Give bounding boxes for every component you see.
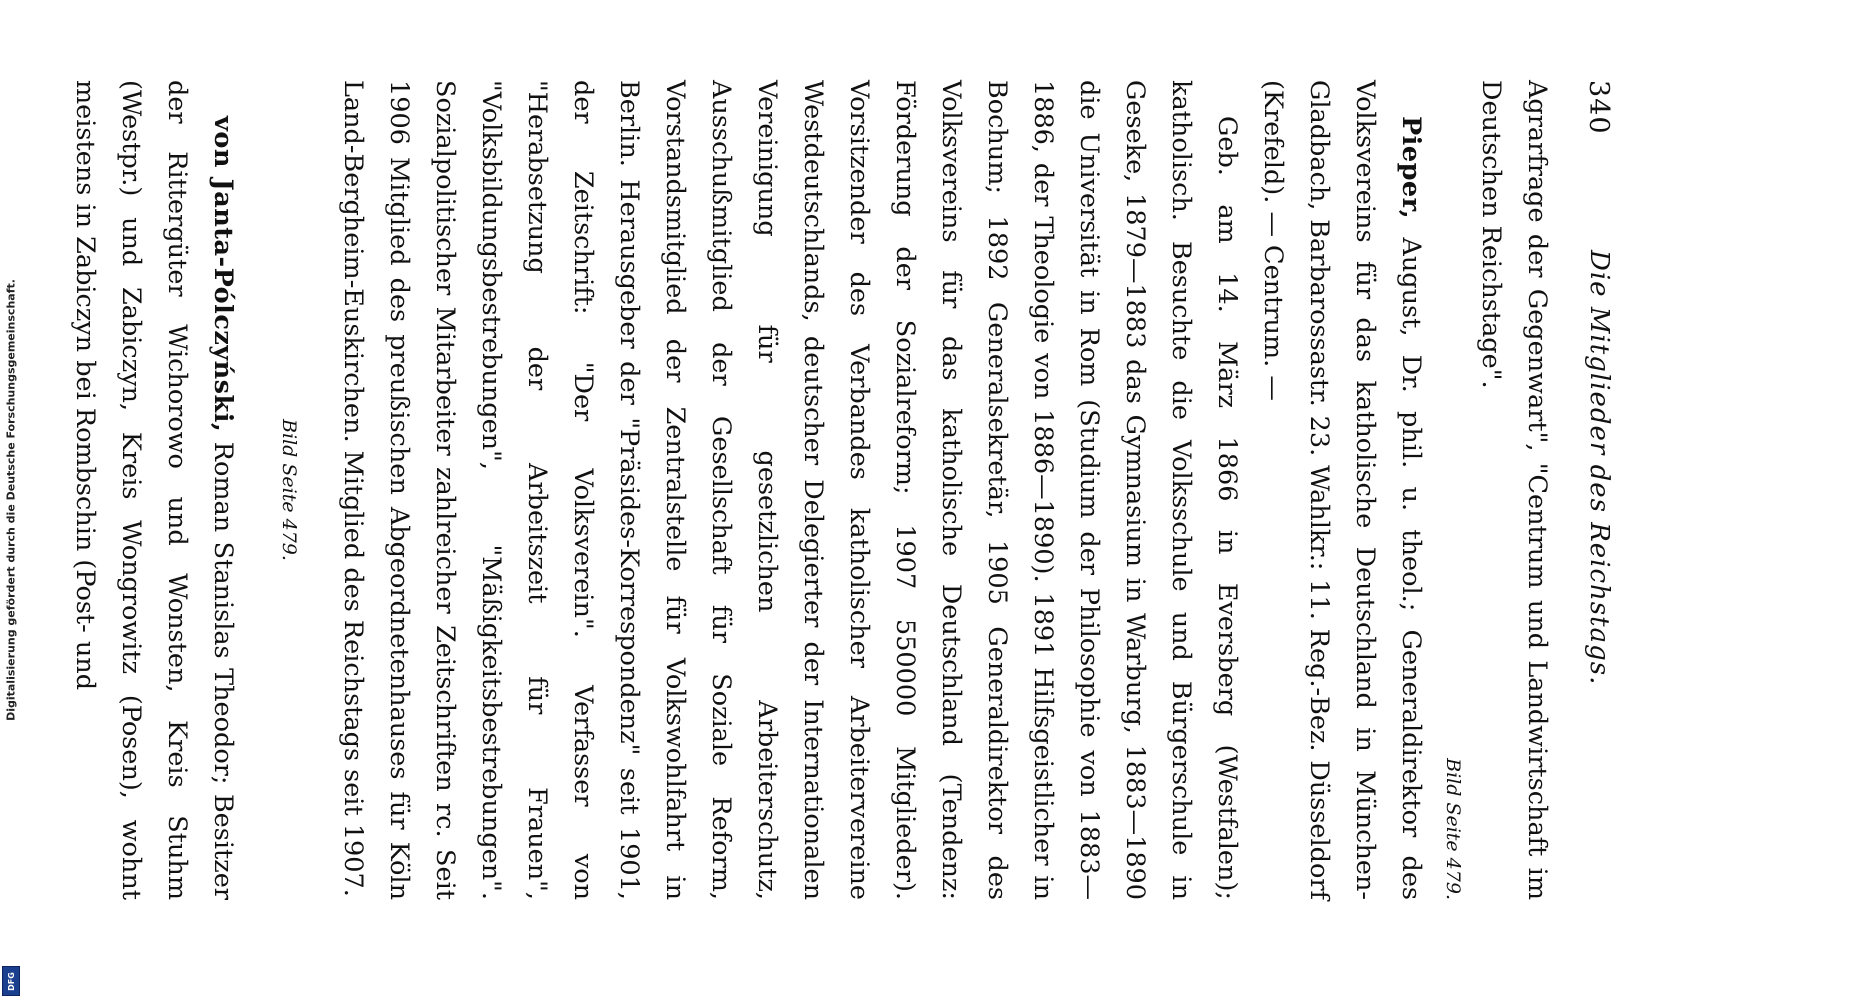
- page-number: 340: [1583, 80, 1614, 135]
- running-title: Die Mitglieder des Reichstags.: [1584, 250, 1614, 686]
- scanned-page: [70, 80, 1620, 920]
- biography-entry-heading: [1250, 80, 1434, 900]
- biography-entry-heading: [62, 80, 246, 900]
- dfg-logo-icon: [2, 966, 20, 996]
- continued-paragraph: Agrarfrage der Gegenwart", "Centrum und Landwirtschaft im Deutschen Reichstage".: [1476, 80, 1552, 900]
- running-head: [1576, 80, 1620, 920]
- member-details: August, Dr. phil. u. theol.; Generaldirektor des Volksvereins für das katholische Deutschland in München-Gladbach, Barbarossastr. 23. Wahlkr.: 11. Reg.-Bez. Düsseldorf (Krefeld). — Centrum. —: [1258, 80, 1426, 900]
- biography-paragraph: Geb. am 14. März 1866 in Eversberg (Westfalen); katholisch. Besuchte die Volksschule und Bürgerschule in Geseke, 1879—1883 das Gymnasium in Warburg, 1883—1890 die Universität in Rom (Studium der Philosophie von 1883—1886, der Theologie von 1886—1890). 1891 Hilfsgeistlicher in Bochum; 1892 Generalsekretär, 1905 Generaldirektor des Volksvereins für das katholische Deutschland (Tendenz: Förderung der Sozialreform; 1907 550000 Mitglieder). Vorsitzender des Verbandes katholischer Arbeitervereine Westdeutschlands, deutscher Delegierter der Internationalen Vereinigung für gesetzlichen Arbeiterschutz, Ausschußmitglied der Gesellschaft für Soziale Reform, Vorstandsmitglied der Zentralstelle für Volkswohlfahrt in Berlin. Herausgeber der "Präsides-Korrespondenz" seit 1901, der Zeitschrift: "Der Volksverein". Verfasser von "Herabsetzung der Arbeitszeit für Frauen", "Volksbildungsbestrebungen", "Mäßigkeitsbestrebungen". Sozialpolitischer Mitarbeiter zahlreicher Zeitschriften rc. Seit 1906 Mitglied des preußischen Abgeordnetenhauses für Köln Land-Bergheim-Euskirchen. Mitglied des Reichstags seit 1907.: [338, 80, 1242, 900]
- page-body: [62, 80, 1560, 900]
- digitization-note: Digitalisierung gefördert durch die Deutsche Forschungsgemeinschaft.: [4, 279, 18, 721]
- digitization-note-strip: [0, 0, 22, 1000]
- picture-reference: Bild Seite 479.: [1442, 758, 1464, 900]
- member-name: von Janta-Pólczyński,: [208, 116, 238, 433]
- dfg-logo-text: DFG: [6, 971, 16, 991]
- member-details: Roman Stanislas Theodor; Besitzer der Rittergüter Wichorowo und Wonsten, Kreis Stuhm (Westpr.) und Zabiczyn, Kreis Wongrowitz (Posen), wohnt meistens in Zabiczyn bei Rombschin (Post- und: [70, 80, 238, 900]
- member-name: Pieper,: [1396, 116, 1426, 220]
- picture-reference: Bild Seite 479.: [278, 419, 300, 561]
